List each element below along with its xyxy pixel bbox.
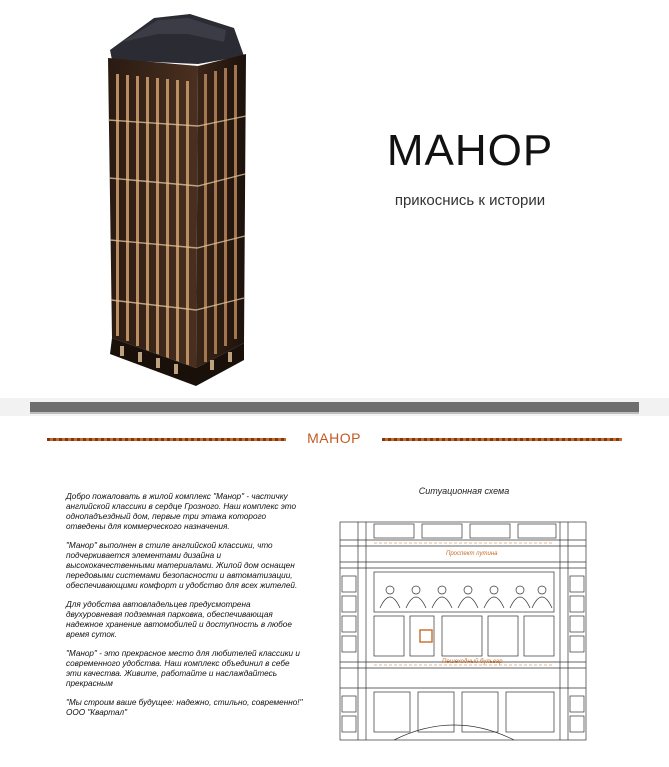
slide-divider bbox=[30, 402, 639, 412]
paragraph-slogan: "Мы строим ваше будущее: надежно, стильно, современно!" ООО "Квартал" bbox=[66, 698, 303, 717]
map-label-prospekt: Проспект путина bbox=[446, 551, 498, 557]
paragraph-style: "Манор" выполнен в стиле английской классики, что подчеркивается элементами дизайна и высококачественными материалами. Жилой дом оснащен передовыми системами безопасности и автоматизации, обеспечивающими комфорт и удобство для всех жителей. bbox=[66, 541, 298, 590]
map-title: Ситуационная схема bbox=[418, 486, 510, 496]
tower-image bbox=[98, 8, 254, 390]
map-label-bulvar: Пешеходный бульвар bbox=[442, 659, 503, 665]
section-heading: МАНОР bbox=[307, 430, 361, 446]
hero-title: МАНОР bbox=[386, 126, 554, 175]
heading-rule-right bbox=[382, 438, 622, 441]
paragraph-summary: "Манор" - это прекрасное место для любителей классики и современного удобства. Наш комплекс объединил в себе эти качества. Живите, работайте и наслаждайтесь прекрасным bbox=[66, 649, 300, 688]
situation-map bbox=[334, 516, 592, 746]
heading-rule-left bbox=[47, 438, 286, 441]
hero-subtitle: прикоснись к истории bbox=[394, 192, 546, 209]
slide-divider-shadow bbox=[30, 412, 639, 414]
about-slide bbox=[0, 416, 669, 767]
paragraph-parking: Для удобства автовладельцев предусмотрена двухуровневая подземная парковка, обеспечивающая надежное хранение автомобилей и доступность в любое время суток. bbox=[66, 600, 292, 639]
description-text bbox=[66, 492, 306, 727]
paragraph-welcome: Добро пожаловать в жилой комплекс "Манор" - частичку английской классики в сердце Грозного. Наш комплекс это однопадъездный дом, первые три этажа которого отведены для коммерческого назначения. bbox=[66, 492, 297, 531]
